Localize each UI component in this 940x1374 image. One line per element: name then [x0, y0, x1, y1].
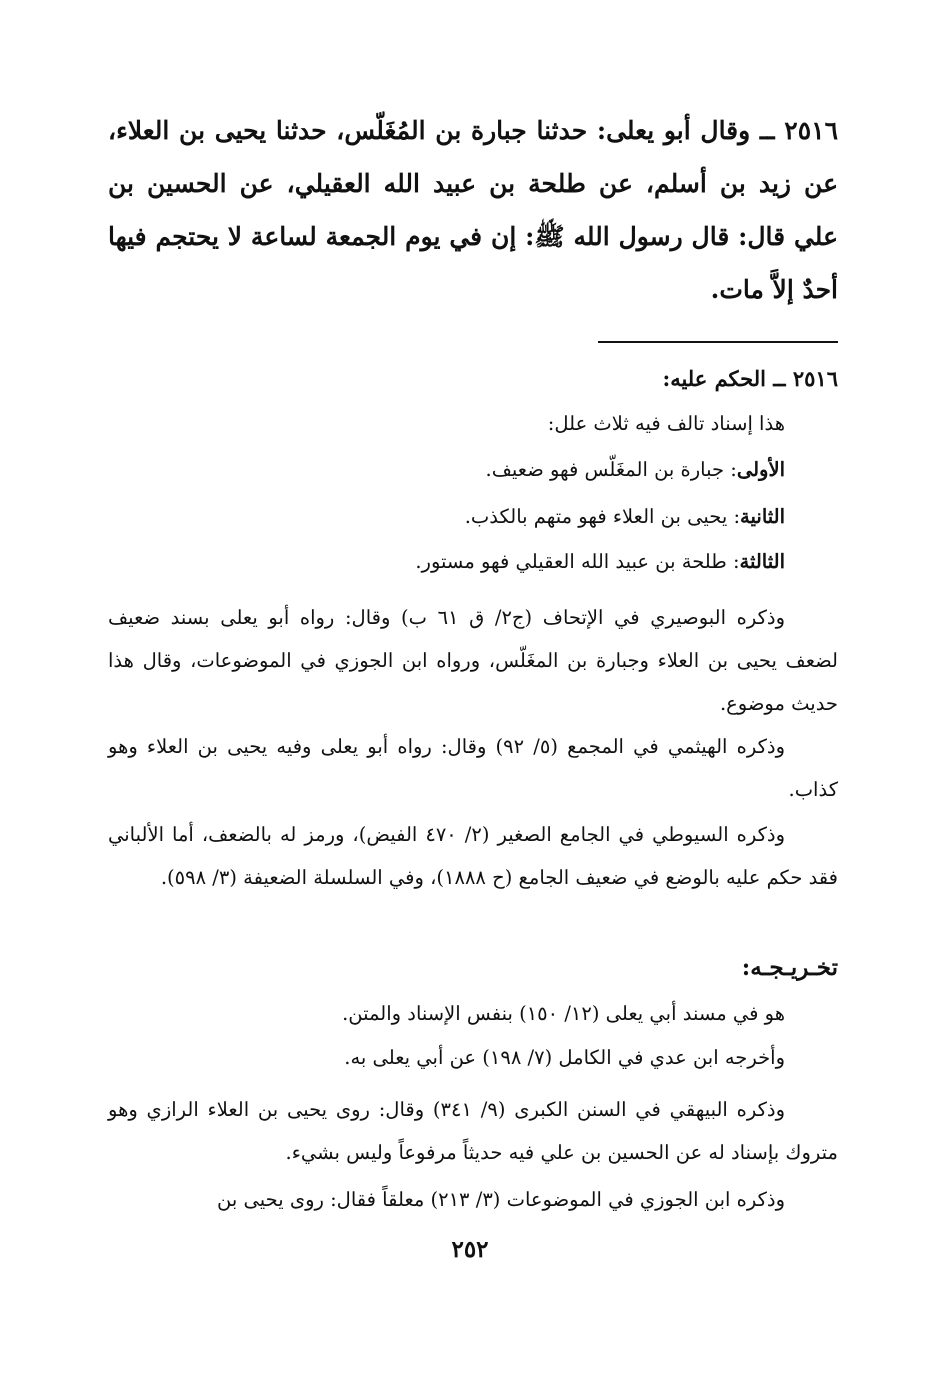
ruling-item-first — [486, 458, 785, 481]
ruling-paragraph-haythami: وذكره الهيثمي في المجمع (٥/ ٩٢) وقال: رواه أبو يعلى وفيه يحيى بن العلاء وهو كذاب. — [108, 735, 838, 801]
takhrij-line-ibn-adi: وأخرجه ابن عدي في الكامل (٧/ ١٩٨) عن أبي يعلى به. — [344, 1046, 785, 1069]
takhrij-paragraph-ibn-jawzi: وذكره ابن الجوزي في الموضوعات (٣/ ٢١٣) معلقاً فقال: روى يحيى بن — [217, 1188, 785, 1211]
hadith-number: ٢٥١٦ — [784, 116, 838, 145]
ruling-item-label: الثانية — [740, 505, 785, 528]
hadith-text-block — [108, 104, 838, 316]
footnote-separator — [598, 341, 838, 343]
ruling-item-third — [415, 550, 785, 573]
ruling-item-text: : طلحة بن عبيد الله العقيلي فهو مستور. — [415, 550, 740, 573]
takhrij-paragraph-bayhaqi: وذكره البيهقي في السنن الكبرى (٩/ ٣٤١) وقال: روى يحيى بن العلاء الرازي وهو متروك بإسناد له عن الحسين بن علي فيه حديثاً مرفوعاً وليس بشيء. — [108, 1098, 838, 1164]
ruling-paragraph-busiri: وذكره البوصيري في الإتحاف (ج٢/ ق ٦١ ب) وقال: رواه أبو يعلى بسند ضعيف لضعف يحيى بن العلاء وجبارة بن المغَلّس، ورواه ابن الجوزي في الموضوعات، وقال هذا حديث موضوع. — [108, 606, 838, 715]
ruling-item-text: : جبارة بن المغَلّس فهو ضعيف. — [485, 458, 737, 481]
takhrij-line-abu-yala: هو في مسند أبي يعلى (١٢/ ١٥٠) بنفس الإسناد والمتن. — [342, 1002, 785, 1025]
ruling-item-label: الثالثة — [739, 550, 785, 573]
page-number: ٢٥٢ — [451, 1236, 489, 1263]
ruling-item-label: الأولى — [736, 458, 785, 481]
ruling-item-second — [465, 505, 785, 528]
takhrij-heading: تخـريـجـه: — [741, 954, 838, 981]
ruling-paragraph-suyuti: وذكره السيوطي في الجامع الصغير (٢/ ٤٧٠ الفيض)، ورمز له بالضعف، أما الألباني فقد حكم عليه بالوضع في ضعيف الجامع (ح ١٨٨٨)، وفي السلسلة الضعيفة (٣/ ٥٩٨). — [108, 823, 838, 889]
hadith-body: وقال أبو يعلى: حدثنا جبارة بن المُغَلّس، حدثنا يحيى بن العلاء، عن زيد بن أسلم، عن طلحة بن عبيد الله العقيلي، عن الحسين بن علي قال: قال رسول الله ﷺ: إن في يوم الجمعة لساعة لا يحتجم فيها أحدٌ إلاَّ مات. — [108, 116, 838, 304]
ruling-heading: ٢٥١٦ ــ الحكم عليه: — [662, 366, 838, 391]
ruling-intro: هذا إسناد تالف فيه ثلاث علل: — [547, 412, 785, 435]
hadith-dash: ــ — [759, 116, 775, 145]
ruling-item-text: : يحيى بن العلاء فهو متهم بالكذب. — [464, 505, 741, 528]
